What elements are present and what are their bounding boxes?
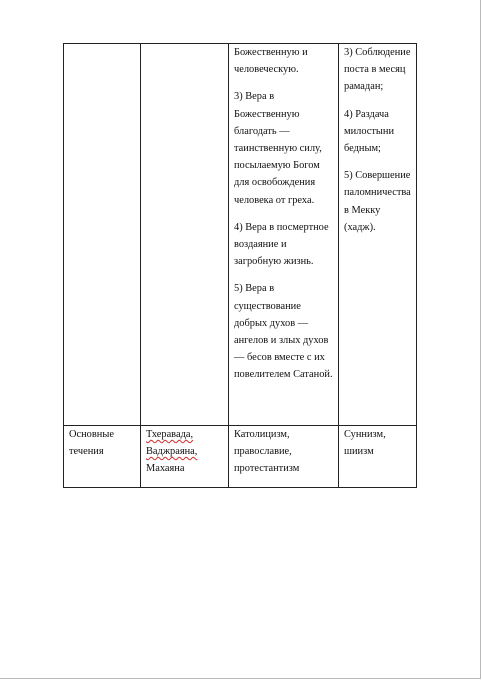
islam-pillars-cell (339, 44, 417, 426)
belief-paragraph: 4) Вера в посмертное воздаяние и загробную жизнь. (234, 221, 329, 268)
table-row (64, 426, 417, 488)
religions-table (63, 43, 417, 488)
pillar-paragraph: 3) Соблюдение поста в месяц рамадан; (344, 47, 411, 93)
belief-paragraph: 3) Вера в Божественную благодать — таинственную силу, посылаемую Богом для освобождения человека от греха. (234, 91, 322, 206)
row-label-cell (64, 426, 141, 488)
movement-name: Махаяна (146, 463, 185, 475)
buddhism-movements-cell (141, 426, 229, 488)
pillar-paragraph: 5) Совершение паломничества в Мекку (хадж). (344, 170, 411, 233)
islam-movements-cell: Суннизм, шиизм (339, 426, 417, 488)
spellcheck-word: Тхеравада, (146, 429, 194, 440)
christianity-movements-cell: Католицизм, православие, протестантизм (229, 426, 339, 488)
table-row (64, 44, 417, 426)
row-label: Основные течения (69, 429, 114, 458)
pillar-paragraph: 4) Раздача милостыни бедным; (344, 108, 395, 155)
table-cell-empty-1 (64, 44, 141, 426)
spellcheck-word: Ваджраяна, (146, 446, 198, 458)
table-cell-empty-2 (141, 44, 229, 426)
belief-paragraph: 5) Вера в существование добрых духов — ангелов и злых духов — бесов вместе с их повелителем Сатаной. (234, 283, 333, 381)
christianity-beliefs-cell (229, 44, 339, 426)
belief-paragraph: Божественную и человеческую. (234, 47, 308, 76)
